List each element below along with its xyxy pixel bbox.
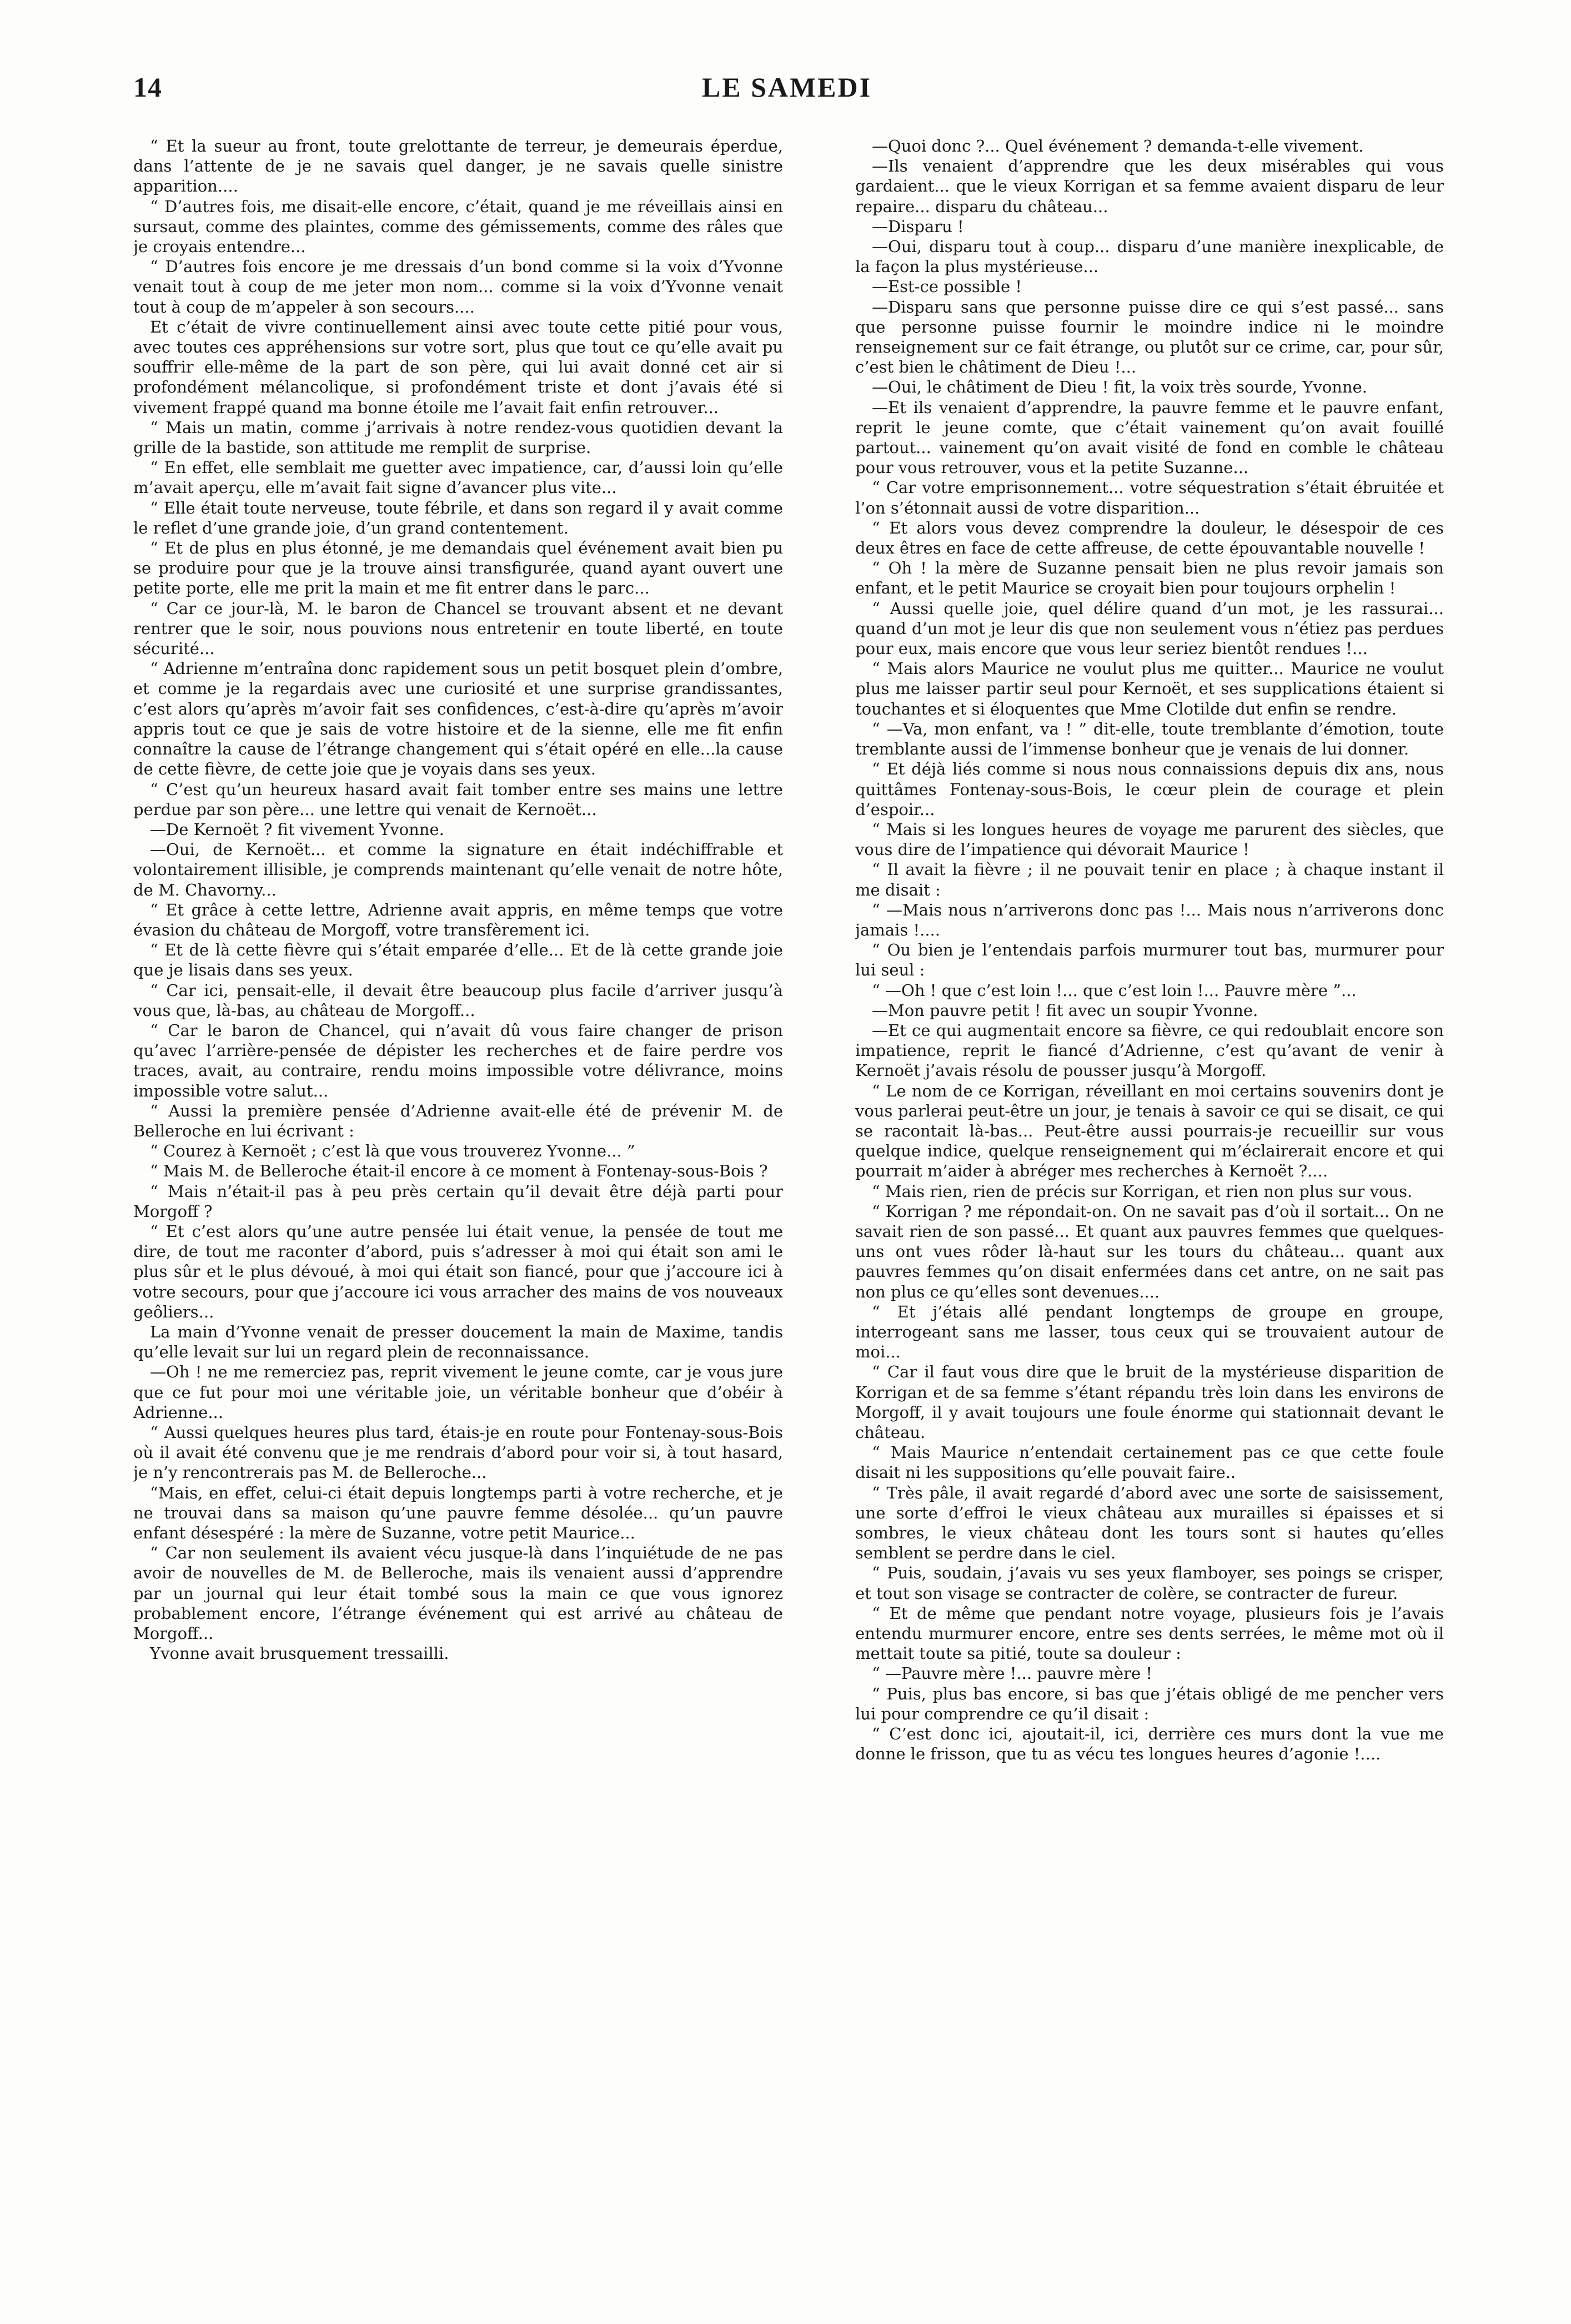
paragraph: —Oh ! ne me remerciez pas, reprit vivement le jeune comte, car je vous jure que ce fut pour moi une véritable joie, un véritable bonheur que d’obéir à Adrienne... — [133, 1362, 783, 1422]
paragraph: “ Courez à Kernoët ; c’est là que vous trouverez Yvonne... ” — [150, 1141, 635, 1161]
paragraph: “ Car ici, pensait-elle, il devait être beaucoup plus facile d’arriver jusqu’à vous que, là-bas, au château de Morgoff... — [133, 980, 783, 1020]
paragraph: “ Et de là cette fièvre qui s’était emparée d’elle... Et de là cette grande joie que je lisais dans ses yeux. — [133, 940, 783, 980]
paragraph: —Disparu ! — [872, 217, 964, 236]
paragraph: —Disparu sans que personne puisse dire ce qui s’est passé... sans que personne puisse fournir le moindre indice ni le moindre renseignement sur ce fait étrange, ou plutôt sur ce crime, car, pour sûr, c’est bien le châtiment de Dieu !... — [855, 297, 1444, 377]
paragraph: —Oui, de Kernoët... et comme la signature en était indéchiffrable et volontairement illisible, je comprends maintenant qu’elle venait de notre hôte, de M. Chavorny... — [133, 840, 783, 899]
paragraph: “ Car ce jour-là, M. le baron de Chancel se trouvant absent et ne devant rentrer que le soir, nous pouvions nous entretenir en toute liberté, en toute sécurité... — [133, 598, 783, 658]
paragraph: La main d’Yvonne venait de presser doucement la main de Maxime, tandis qu’elle levait sur lui un regard plein de reconnaissance. — [133, 1322, 783, 1362]
paragraph: “ Mais alors Maurice ne voulut plus me quitter... Maurice ne voulut plus me laisser partir seul pour Kernoët, et ses supplications étaient si touchantes et si éloquentes que Mme Clotilde dut enfin se rendre. — [855, 659, 1444, 718]
paragraph: “ —Mais nous n’arriverons donc pas !... Mais nous n’arriverons donc jamais !.... — [855, 900, 1444, 939]
paragraph: “ Elle était toute nerveuse, toute fébrile, et dans son regard il y avait comme le reflet d’une grande joie, d’un grand contentement. — [133, 498, 783, 537]
paragraph: “ Mais n’était-il pas à peu près certain qu’il devait être déjà parti pour Morgoff ? — [133, 1181, 783, 1221]
paragraph: —Mon pauvre petit ! fit avec un soupir Yvonne. — [872, 1000, 1258, 1020]
paragraph: —Quoi donc ?... Quel événement ? demanda-t-elle vivement. — [872, 137, 1364, 155]
paragraph: “ C’est donc ici, ajoutait-il, ici, derrière ces murs dont la vue me donne le frisson, que tu as vécu tes longues heures d’agonie !.... — [855, 1724, 1444, 1764]
paragraph: —Et ils venaient d’apprendre, la pauvre femme et le pauvre enfant, reprit le jeune comte, que c’était vainement qu’on avait fouillé partout... vainement qu’on avait visité de fond en comble le château pour vous retrouver, vous et la petite Suzanne... — [855, 398, 1444, 477]
paragraph: “ Et de plus en plus étonné, je me demandais quel événement avait bien pu se produire pour que je la trouve ainsi transfigurée, quand ayant ouvert une petite porte, elle me prit la main et me fit entrer dans le parc... — [133, 539, 783, 598]
paragraph: “ Mais Maurice n’entendait certainement pas ce que cette foule disait ni les suppositions qu’elle pouvait faire.. — [855, 1443, 1444, 1482]
running-title: LE SAMEDI — [701, 72, 872, 103]
paragraph: Yvonne avait brusquement tressailli. — [150, 1644, 449, 1663]
paragraph: “ Car le baron de Chancel, qui n’avait dû vous faire changer de prison qu’avec l’arrière-pensée de dépister les recherches et de faire perdre vos traces, avait, au contraire, rendu moins impossible votre délivrance, moins impossible votre salut... — [133, 1020, 783, 1100]
paragraph: “ C’est qu’un heureux hasard avait fait tomber entre ses mains une lettre perdue par son père... une lettre qui venait de Kernoët... — [133, 779, 783, 819]
paragraph: “Mais, en effet, celui-ci était depuis longtemps parti à votre recherche, et je ne trouvai dans sa maison qu’une pauvre femme désolée... qu’un pauvre enfant désespéré : la mère de Suzanne, votre petit Maurice... — [133, 1483, 783, 1543]
paragraph: “ Mais rien, rien de précis sur Korrigan, et rien non plus sur vous. — [872, 1181, 1413, 1201]
paragraph: “ —Oh ! que c’est loin !... que c’est loin !... Pauvre mère ”... — [872, 980, 1357, 1000]
paragraph: “ Mais un matin, comme j’arrivais à notre rendez-vous quotidien devant la grille de la bastide, son attitude me remplit de surprise. — [133, 417, 783, 457]
paragraph: —Oui, le châtiment de Dieu ! fit, la voix très sourde, Yvonne. — [872, 378, 1368, 397]
paragraph: —Est-ce possible ! — [872, 277, 1022, 296]
paragraph: “ —Pauvre mère !... pauvre mère ! — [872, 1664, 1152, 1683]
left-text-column — [133, 136, 783, 2279]
paragraph: “ Il avait la fièvre ; il ne pouvait tenir en place ; à chaque instant il me disait : — [855, 860, 1444, 899]
paragraph: “ D’autres fois, me disait-elle encore, c’était, quand je me réveillais ainsi en sursaut, comme des plaintes, comme des gémissements, comme des râles que je croyais entendre... — [133, 197, 783, 256]
paragraph: “ Aussi la première pensée d’Adrienne avait-elle été de prévenir M. de Belleroche en lui écrivant : — [133, 1101, 783, 1140]
paragraph: “ Et grâce à cette lettre, Adrienne avait appris, en même temps que votre évasion du château de Morgoff, votre transfèrement ici. — [133, 900, 783, 939]
paragraph: —Ils venaient d’apprendre que les deux misérables qui vous gardaient... que le vieux Korrigan et sa femme avaient disparu de leur repaire... disparu du château... — [855, 157, 1444, 216]
paragraph: “ Puis, soudain, j’avais vu ses yeux flamboyer, ses poings se crisper, et tout son visage se contracter de colère, se contracter de fureur. — [855, 1563, 1444, 1603]
paragraph: “ Et c’est alors qu’une autre pensée lui était venue, la pensée de tout me dire, de tout me raconter d’abord, puis s’adresser à moi qui était son ami le plus sûr et le plus dévoué, à moi qui était son fiancé, pour que j’accoure ici à votre secours, pour que j’accoure ici vous arracher des mains de vos nouveaux geôliers... — [133, 1221, 783, 1321]
paragraph: “ Ou bien je l’entendais parfois murmurer tout bas, murmurer pour lui seul : — [855, 940, 1444, 980]
paragraph: “ Aussi quelle joie, quel délire quand d’un mot, je les rassurai... quand d’un mot je leur dis que non seulement vous n’étiez pas perdues pour eux, mais encore que vous leur seriez bientôt rendues !... — [855, 598, 1444, 658]
paragraph: —Oui, disparu tout à coup... disparu d’une manière inexplicable, de la façon la plus mystérieuse... — [855, 237, 1444, 276]
paragraph: Et c’était de vivre continuellement ainsi avec toute cette pitié pour vous, avec toutes ces appréhensions sur votre sort, plus que tout ce qu’elle avait pu souffrir elle-même de la part de son père, qui lui avait donné cet air si profondément mélancolique, si profondément triste et dont j’avais été si vivement frappé quand ma bonne étoile me l’avait fait enfin retrouver... — [133, 317, 783, 417]
paragraph: “ Très pâle, il avait regardé d’abord avec une sorte de saisissement, une sorte d’effroi le vieux château aux murailles si épaisses et si sombres, le vieux château dont les tours sont si hautes qu’elles semblent se perdre dans le ciel. — [855, 1483, 1444, 1563]
paragraph: —Et ce qui augmentait encore sa fièvre, ce qui redoublait encore son impatience, reprit le fiancé d’Adrienne, c’est qu’avant de venir à Kernoët j’avais résolu de pousser jusqu’à Morgoff. — [855, 1020, 1444, 1080]
paragraph: “ Et alors vous devez comprendre la douleur, le désespoir de ces deux êtres en face de cette affreuse, de cette épouvantable nouvelle ! — [855, 518, 1444, 558]
paragraph: “ D’autres fois encore je me dressais d’un bond comme si la voix d’Yvonne venait tout à coup de me jeter mon nom... comme si la voix d’Yvonne venait tout à coup de m’appeler à son secours.... — [133, 257, 783, 316]
paragraph: —De Kernoët ? fit vivement Yvonne. — [150, 819, 444, 839]
paragraph: “ Car non seulement ils avaient vécu jusque-là dans l’inquiétude de ne pas avoir de nouvelles de M. de Belleroche, mais ils venaient aussi d’apprendre par un journal qui leur était tombé sous la main ce que vous ignorez probablement encore, l’étrange événement qui est arrivé au château de Morgoff... — [133, 1543, 783, 1643]
paragraph: “ Et la sueur au front, toute grelottante de terreur, je demeurais éperdue, dans l’attente de je ne savais quel danger, je ne savais quelle sinistre apparition.... — [133, 137, 783, 196]
paragraph: “ Car il faut vous dire que le bruit de la mystérieuse disparition de Korrigan et de sa femme s’étant répandu très loin dans les environs de Morgoff, il y avait toujours une foule énorme qui stationnait devant le château. — [855, 1362, 1444, 1442]
paragraph: “ Mais si les longues heures de voyage me parurent des siècles, que vous dire de l’impatience qui dévorait Maurice ! — [855, 819, 1444, 859]
paragraph: “ Mais M. de Belleroche était-il encore à ce moment à Fontenay-sous-Bois ? — [150, 1161, 768, 1181]
paragraph: “ Et j’étais allé pendant longtemps de groupe en groupe, interrogeant sans me lasser, tous ceux qui se trouvaient autour de moi... — [855, 1302, 1444, 1362]
right-text-column — [855, 136, 1444, 2279]
paragraph: “ Aussi quelques heures plus tard, étais-je en route pour Fontenay-sous-Bois où il avait été convenu que je me rendrais d’abord pour voir si, à tout hasard, je n’y rencontrerais pas M. de Belleroche... — [133, 1423, 783, 1482]
paragraph: “ Car votre emprisonnement... votre séquestration s’était ébruitée et l’on s’étonnait aussi de votre disparition... — [855, 478, 1444, 517]
paragraph: “ En effet, elle semblait me guetter avec impatience, car, d’aussi loin qu’elle m’avait aperçu, elle m’avait fait signe d’avancer plus vite... — [133, 458, 783, 497]
page-number: 14 — [133, 72, 162, 103]
page-header — [133, 71, 1440, 115]
paragraph: “ Puis, plus bas encore, si bas que j’étais obligé de me pencher vers lui pour comprendre ce qu’il disait : — [855, 1684, 1444, 1723]
paragraph: “ Korrigan ? me répondait-on. On ne savait pas d’où il sortait... On ne savait rien de son passé... Et quant aux pauvres femmes que quelques-uns ont vues rôder là-haut sur les tours du château... quant aux pauvres femmes qu’on disait enfermées dans cet antre, on ne sait pas non plus ce qu’elles sont devenues.... — [855, 1201, 1444, 1301]
paragraph: “ Et déjà liés comme si nous nous connaissions depuis dix ans, nous quittâmes Fontenay-sous-Bois, le cœur plein de courage et plein d’espoir... — [855, 759, 1444, 819]
paragraph: “ Et de même que pendant notre voyage, plusieurs fois je l’avais entendu murmurer encore, entre ses dents serrées, le même mot où il mettait toute sa pitié, toute sa douleur : — [855, 1603, 1444, 1663]
paragraph: “ Le nom de ce Korrigan, réveillant en moi certains souvenirs dont je vous parlerai peut-être un jour, je tenais à savoir ce qui se disait, ce qui se racontait là-bas... Peut-être aussi pourrais-je recueillir sur vous quelque indice, quelque renseignement qui m’éclairerait encore et qui pourrait m’aider à abréger mes recherches à Kernoët ?.... — [855, 1081, 1444, 1181]
paragraph: “ —Va, mon enfant, va ! ” dit-elle, toute tremblante d’émotion, toute tremblante aussi de l’immense bonheur que je venais de lui donner. — [855, 719, 1444, 759]
paragraph: “ Adrienne m’entraîna donc rapidement sous un petit bosquet plein d’ombre, et comme je la regardais avec une curiosité et une surprise grandissantes, c’est alors qu’après m’avoir fait ses confidences, c’est-à-dire qu’après m’avoir appris tout ce que je sais de votre histoire et de la sienne, elle me fit enfin connaître la cause de l’étrange changement qui s’était opéré en elle...la cause de cette fièvre, de cette joie que je voyais dans ses yeux. — [133, 659, 783, 779]
paragraph: “ Oh ! la mère de Suzanne pensait bien ne plus revoir jamais son enfant, et le petit Maurice se croyait bien pour toujours orphelin ! — [855, 559, 1444, 598]
